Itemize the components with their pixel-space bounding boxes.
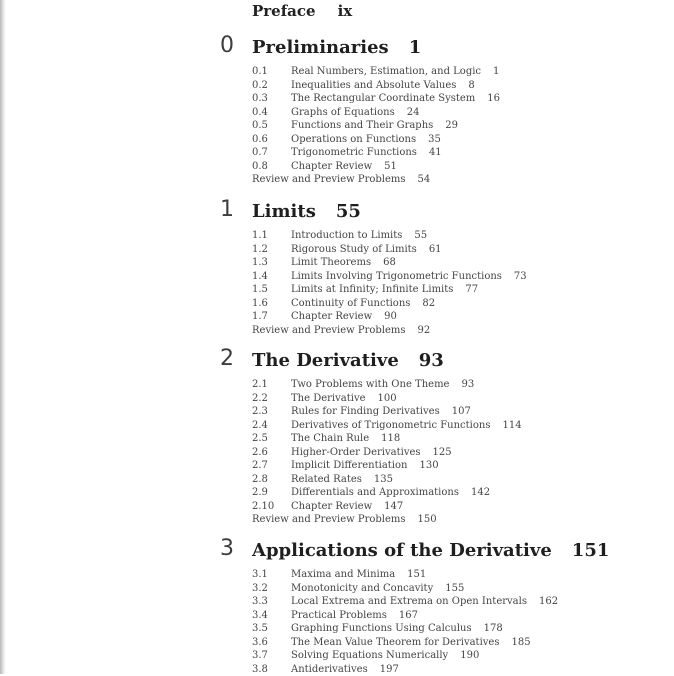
chapter-title-text: Applications of the Derivative [252, 540, 552, 561]
chapter-title-text: The Derivative [252, 350, 399, 371]
section-entry [252, 582, 672, 596]
section-entry [252, 595, 672, 609]
chapter-page: 55 [336, 201, 361, 222]
section-title [291, 133, 441, 146]
section-title-text: Inequalities and Absolute Values [291, 80, 456, 91]
section-number: 0.6 [252, 133, 288, 146]
section-entry [252, 283, 672, 297]
section-number: 1.5 [252, 283, 288, 296]
section-page: 114 [502, 420, 521, 431]
section-title-text: Operations on Functions [291, 134, 416, 145]
section-title [291, 256, 396, 269]
section-number: 1.1 [252, 229, 288, 242]
review-entry [252, 324, 672, 338]
chapter-number: 3 [220, 538, 234, 560]
section-number: 3.3 [252, 595, 288, 608]
section-number: 1.6 [252, 297, 288, 310]
section-title-text: The Derivative [291, 393, 366, 404]
section-title-text: Maxima and Minima [291, 569, 395, 580]
chapter-title-text: Preliminaries [252, 37, 389, 58]
section-title [291, 106, 419, 119]
section-title-text: Trigonometric Functions [291, 147, 417, 158]
chapter-page: 1 [409, 37, 422, 58]
section-title [291, 649, 479, 662]
section-title-text: The Mean Value Theorem for Derivatives [291, 637, 499, 648]
chapter-number: 2 [220, 348, 234, 370]
section-page: 29 [445, 120, 458, 131]
section-number: 2.5 [252, 432, 288, 445]
section-number: 2.9 [252, 486, 288, 499]
section-page: 82 [422, 298, 435, 309]
section-number: 2.3 [252, 405, 288, 418]
section-title [291, 92, 500, 105]
section-entry [252, 133, 672, 147]
section-number: 3.2 [252, 582, 288, 595]
section-title [291, 119, 458, 132]
section-entry [252, 160, 672, 174]
section-entry [252, 609, 672, 623]
section-entry [252, 622, 672, 636]
section-title [291, 160, 397, 173]
section-title-text: Graphs of Equations [291, 107, 395, 118]
section-page: 151 [407, 569, 426, 580]
review-page: 150 [418, 514, 437, 525]
section-title [291, 582, 464, 595]
review-entry [252, 173, 672, 187]
section-page: 41 [429, 147, 442, 158]
section-title [291, 595, 558, 608]
section-title [291, 459, 439, 472]
section-entry [252, 459, 672, 473]
section-entry [252, 92, 672, 106]
section-page: 118 [381, 433, 400, 444]
section-entry [252, 392, 672, 406]
section-entry [252, 229, 672, 243]
section-entry [252, 405, 672, 419]
section-title [291, 500, 403, 513]
section-entry [252, 243, 672, 257]
section-entry [252, 119, 672, 133]
review-title: Review and Preview Problems [252, 174, 406, 185]
section-page: 197 [380, 664, 399, 675]
section-number: 0.7 [252, 146, 288, 159]
section-title-text: Chapter Review [291, 161, 372, 172]
section-number: 0.5 [252, 119, 288, 132]
section-entry [252, 378, 672, 392]
section-title [291, 636, 531, 649]
chapter-title [252, 37, 421, 58]
section-number: 2.7 [252, 459, 288, 472]
section-title-text: Differentials and Approximations [291, 487, 459, 498]
section-number: 0.8 [252, 160, 288, 173]
section-page: 55 [414, 230, 427, 241]
chapter-title [252, 201, 361, 222]
chapter-number: 0 [220, 35, 234, 57]
section-title [291, 283, 478, 296]
section-title-text: The Chain Rule [291, 433, 369, 444]
section-page: 8 [468, 80, 474, 91]
section-page: 93 [461, 379, 474, 390]
section-entry [252, 473, 672, 487]
section-page: 90 [384, 311, 397, 322]
section-number: 1.3 [252, 256, 288, 269]
section-number: 3.5 [252, 622, 288, 635]
section-page: 35 [428, 134, 441, 145]
section-title-text: Monotonicity and Concavity [291, 583, 433, 594]
section-title-text: Functions and Their Graphs [291, 120, 433, 131]
section-page: 155 [445, 583, 464, 594]
section-title-text: The Rectangular Coordinate System [291, 93, 475, 104]
section-title-text: Real Numbers, Estimation, and Logic [291, 66, 481, 77]
section-entry [252, 65, 672, 79]
section-title [291, 310, 397, 323]
section-number: 3.1 [252, 568, 288, 581]
section-number: 2.8 [252, 473, 288, 486]
section-page: 135 [374, 474, 393, 485]
section-title [291, 622, 503, 635]
section-list [252, 229, 672, 337]
section-number: 2.4 [252, 419, 288, 432]
section-entry [252, 486, 672, 500]
section-title-text: Derivatives of Trigonometric Functions [291, 420, 490, 431]
section-page: 167 [399, 610, 418, 621]
section-title-text: Limits Involving Trigonometric Functions [291, 271, 502, 282]
section-number: 0.3 [252, 92, 288, 105]
section-title-text: Chapter Review [291, 501, 372, 512]
section-page: 77 [465, 284, 478, 295]
section-title [291, 392, 397, 405]
chapter-page: 151 [572, 540, 610, 561]
section-entry [252, 297, 672, 311]
section-page: 1 [493, 66, 499, 77]
section-title [291, 473, 393, 486]
section-number: 2.10 [252, 500, 288, 513]
chapter-page: 93 [419, 350, 444, 371]
section-title-text: Two Problems with One Theme [291, 379, 449, 390]
section-page: 125 [433, 447, 452, 458]
section-entry [252, 636, 672, 650]
section-page: 130 [419, 460, 438, 471]
section-number: 0.2 [252, 79, 288, 92]
review-entry [252, 513, 672, 527]
section-entry [252, 270, 672, 284]
section-title-text: Local Extrema and Extrema on Open Intervals [291, 596, 527, 607]
section-entry [252, 256, 672, 270]
section-title [291, 146, 442, 159]
section-title [291, 568, 426, 581]
section-number: 1.2 [252, 243, 288, 256]
section-title-text: Antiderivatives [291, 664, 368, 675]
section-title-text: Rules for Finding Derivatives [291, 406, 440, 417]
review-title: Review and Preview Problems [252, 325, 406, 336]
chapter-title [252, 540, 609, 561]
section-page: 107 [452, 406, 471, 417]
section-title-text: Continuity of Functions [291, 298, 410, 309]
section-entry [252, 432, 672, 446]
chapter-number: 1 [220, 199, 234, 221]
section-title [291, 486, 490, 499]
section-page: 100 [378, 393, 397, 404]
section-page: 24 [407, 107, 420, 118]
review-page: 92 [418, 325, 431, 336]
section-number: 1.4 [252, 270, 288, 283]
section-page: 178 [484, 623, 503, 634]
chapter-title [252, 350, 444, 371]
section-title-text: Solving Equations Numerically [291, 650, 448, 661]
section-title [291, 446, 452, 459]
section-title [291, 432, 400, 445]
section-title [291, 419, 522, 432]
section-entry [252, 310, 672, 324]
section-title [291, 229, 427, 242]
section-page: 61 [429, 244, 442, 255]
section-entry [252, 79, 672, 93]
section-list [252, 65, 672, 187]
section-page: 185 [511, 637, 530, 648]
section-number: 3.7 [252, 649, 288, 662]
section-number: 2.1 [252, 378, 288, 391]
section-page: 142 [471, 487, 490, 498]
section-entry [252, 649, 672, 663]
section-number: 1.7 [252, 310, 288, 323]
section-page: 162 [539, 596, 558, 607]
section-number: 3.6 [252, 636, 288, 649]
section-title [291, 79, 475, 92]
section-number: 0.1 [252, 65, 288, 78]
section-list [252, 378, 672, 527]
chapter-title-text: Limits [252, 201, 316, 222]
section-number: 2.2 [252, 392, 288, 405]
section-number: 2.6 [252, 446, 288, 459]
section-entry [252, 419, 672, 433]
section-entry [252, 500, 672, 514]
section-title [291, 65, 499, 78]
section-page: 68 [383, 257, 396, 268]
section-page: 73 [514, 271, 527, 282]
section-title-text: Chapter Review [291, 311, 372, 322]
section-title-text: Limit Theorems [291, 257, 371, 268]
section-title [291, 405, 471, 418]
section-page: 51 [384, 161, 397, 172]
section-title [291, 243, 442, 256]
page-gutter-shadow [0, 0, 6, 674]
section-list [252, 568, 672, 676]
preface-entry [252, 2, 352, 20]
review-page: 54 [418, 174, 431, 185]
section-title [291, 378, 474, 391]
section-title-text: Graphing Functions Using Calculus [291, 623, 472, 634]
section-title-text: Higher-Order Derivatives [291, 447, 421, 458]
section-entry [252, 146, 672, 160]
section-number: 0.4 [252, 106, 288, 119]
preface-title: Preface [252, 2, 316, 20]
section-title-text: Implicit Differentiation [291, 460, 407, 471]
preface-page: ix [338, 2, 353, 20]
section-number: 3.4 [252, 609, 288, 622]
section-title [291, 609, 418, 622]
section-title [291, 270, 527, 283]
section-title-text: Related Rates [291, 474, 362, 485]
section-title-text: Rigorous Study of Limits [291, 244, 417, 255]
section-entry [252, 568, 672, 582]
section-page: 190 [460, 650, 479, 661]
section-title-text: Practical Problems [291, 610, 387, 621]
section-title-text: Introduction to Limits [291, 230, 402, 241]
section-title [291, 297, 435, 310]
section-page: 16 [487, 93, 500, 104]
section-title-text: Limits at Infinity; Infinite Limits [291, 284, 453, 295]
section-entry [252, 106, 672, 120]
review-title: Review and Preview Problems [252, 514, 406, 525]
section-number: 3.8 [252, 663, 288, 676]
section-entry [252, 446, 672, 460]
section-page: 147 [384, 501, 403, 512]
